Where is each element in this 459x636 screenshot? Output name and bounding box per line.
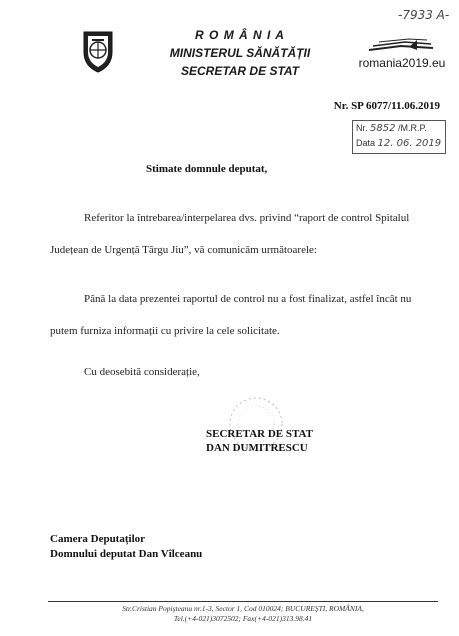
footer-divider xyxy=(48,601,438,602)
stamp-date-label: Data xyxy=(356,138,376,148)
paragraph2-line1: Până la data prezentei raportul de control nu a fost finalizat, astfel încât nu xyxy=(84,293,412,305)
stamp-nr-value: 5852 xyxy=(370,123,396,134)
signature-title: SECRETAR DE STAT xyxy=(206,428,313,440)
registration-stamp xyxy=(352,120,446,154)
ministry-emblem-icon xyxy=(78,28,118,74)
paragraph2-line2: putem furniza informații cu privire la cele solicitate. xyxy=(50,325,280,337)
paragraph1-line1: Referitor la întrebarea/interpelarea dvs. privind “raport de control Spitalul xyxy=(84,212,410,224)
document-reference: Nr. SP 6077/11.06.2019 xyxy=(333,100,440,112)
handwritten-reference: -7933 A- xyxy=(398,8,450,22)
paragraph1-line2: Județean de Urgență Târgu Jiu”, vă comunicăm următoarele: xyxy=(50,244,317,256)
recipient-line1: Camera Deputaților xyxy=(50,533,146,545)
header-country: R O M Â N I A xyxy=(195,28,285,42)
stamp-date-value: 12. 06. 2019 xyxy=(377,138,442,149)
header-office: SECRETAR DE STAT xyxy=(180,64,299,78)
salutation: Stimate domnule deputat, xyxy=(146,163,268,175)
closing: Cu deosebită considerație, xyxy=(84,366,200,378)
romania2019-text: romania2019.eu xyxy=(358,56,446,70)
stamp-org: /M.R.P. xyxy=(398,123,427,133)
recipient-line2: Domnului deputat Dan Vîlceanu xyxy=(50,548,203,560)
header-ministry: MINISTERUL SĂNĂTĂȚII xyxy=(169,46,311,60)
stamp-nr-label: Nr. xyxy=(356,123,368,133)
footer-address: Str.Cristian Popişteanu nr.1-3, Sector 1, Cod 010024; BUCUREŞTI, ROMÂNIA, xyxy=(122,604,364,613)
footer-contact: Tel.(+4-021)3072502; Fax(+4-021)313.98.41 xyxy=(173,614,313,623)
romania2019-logo-icon xyxy=(365,36,437,56)
signature-name: DAN DUMITRESCU xyxy=(206,442,308,454)
